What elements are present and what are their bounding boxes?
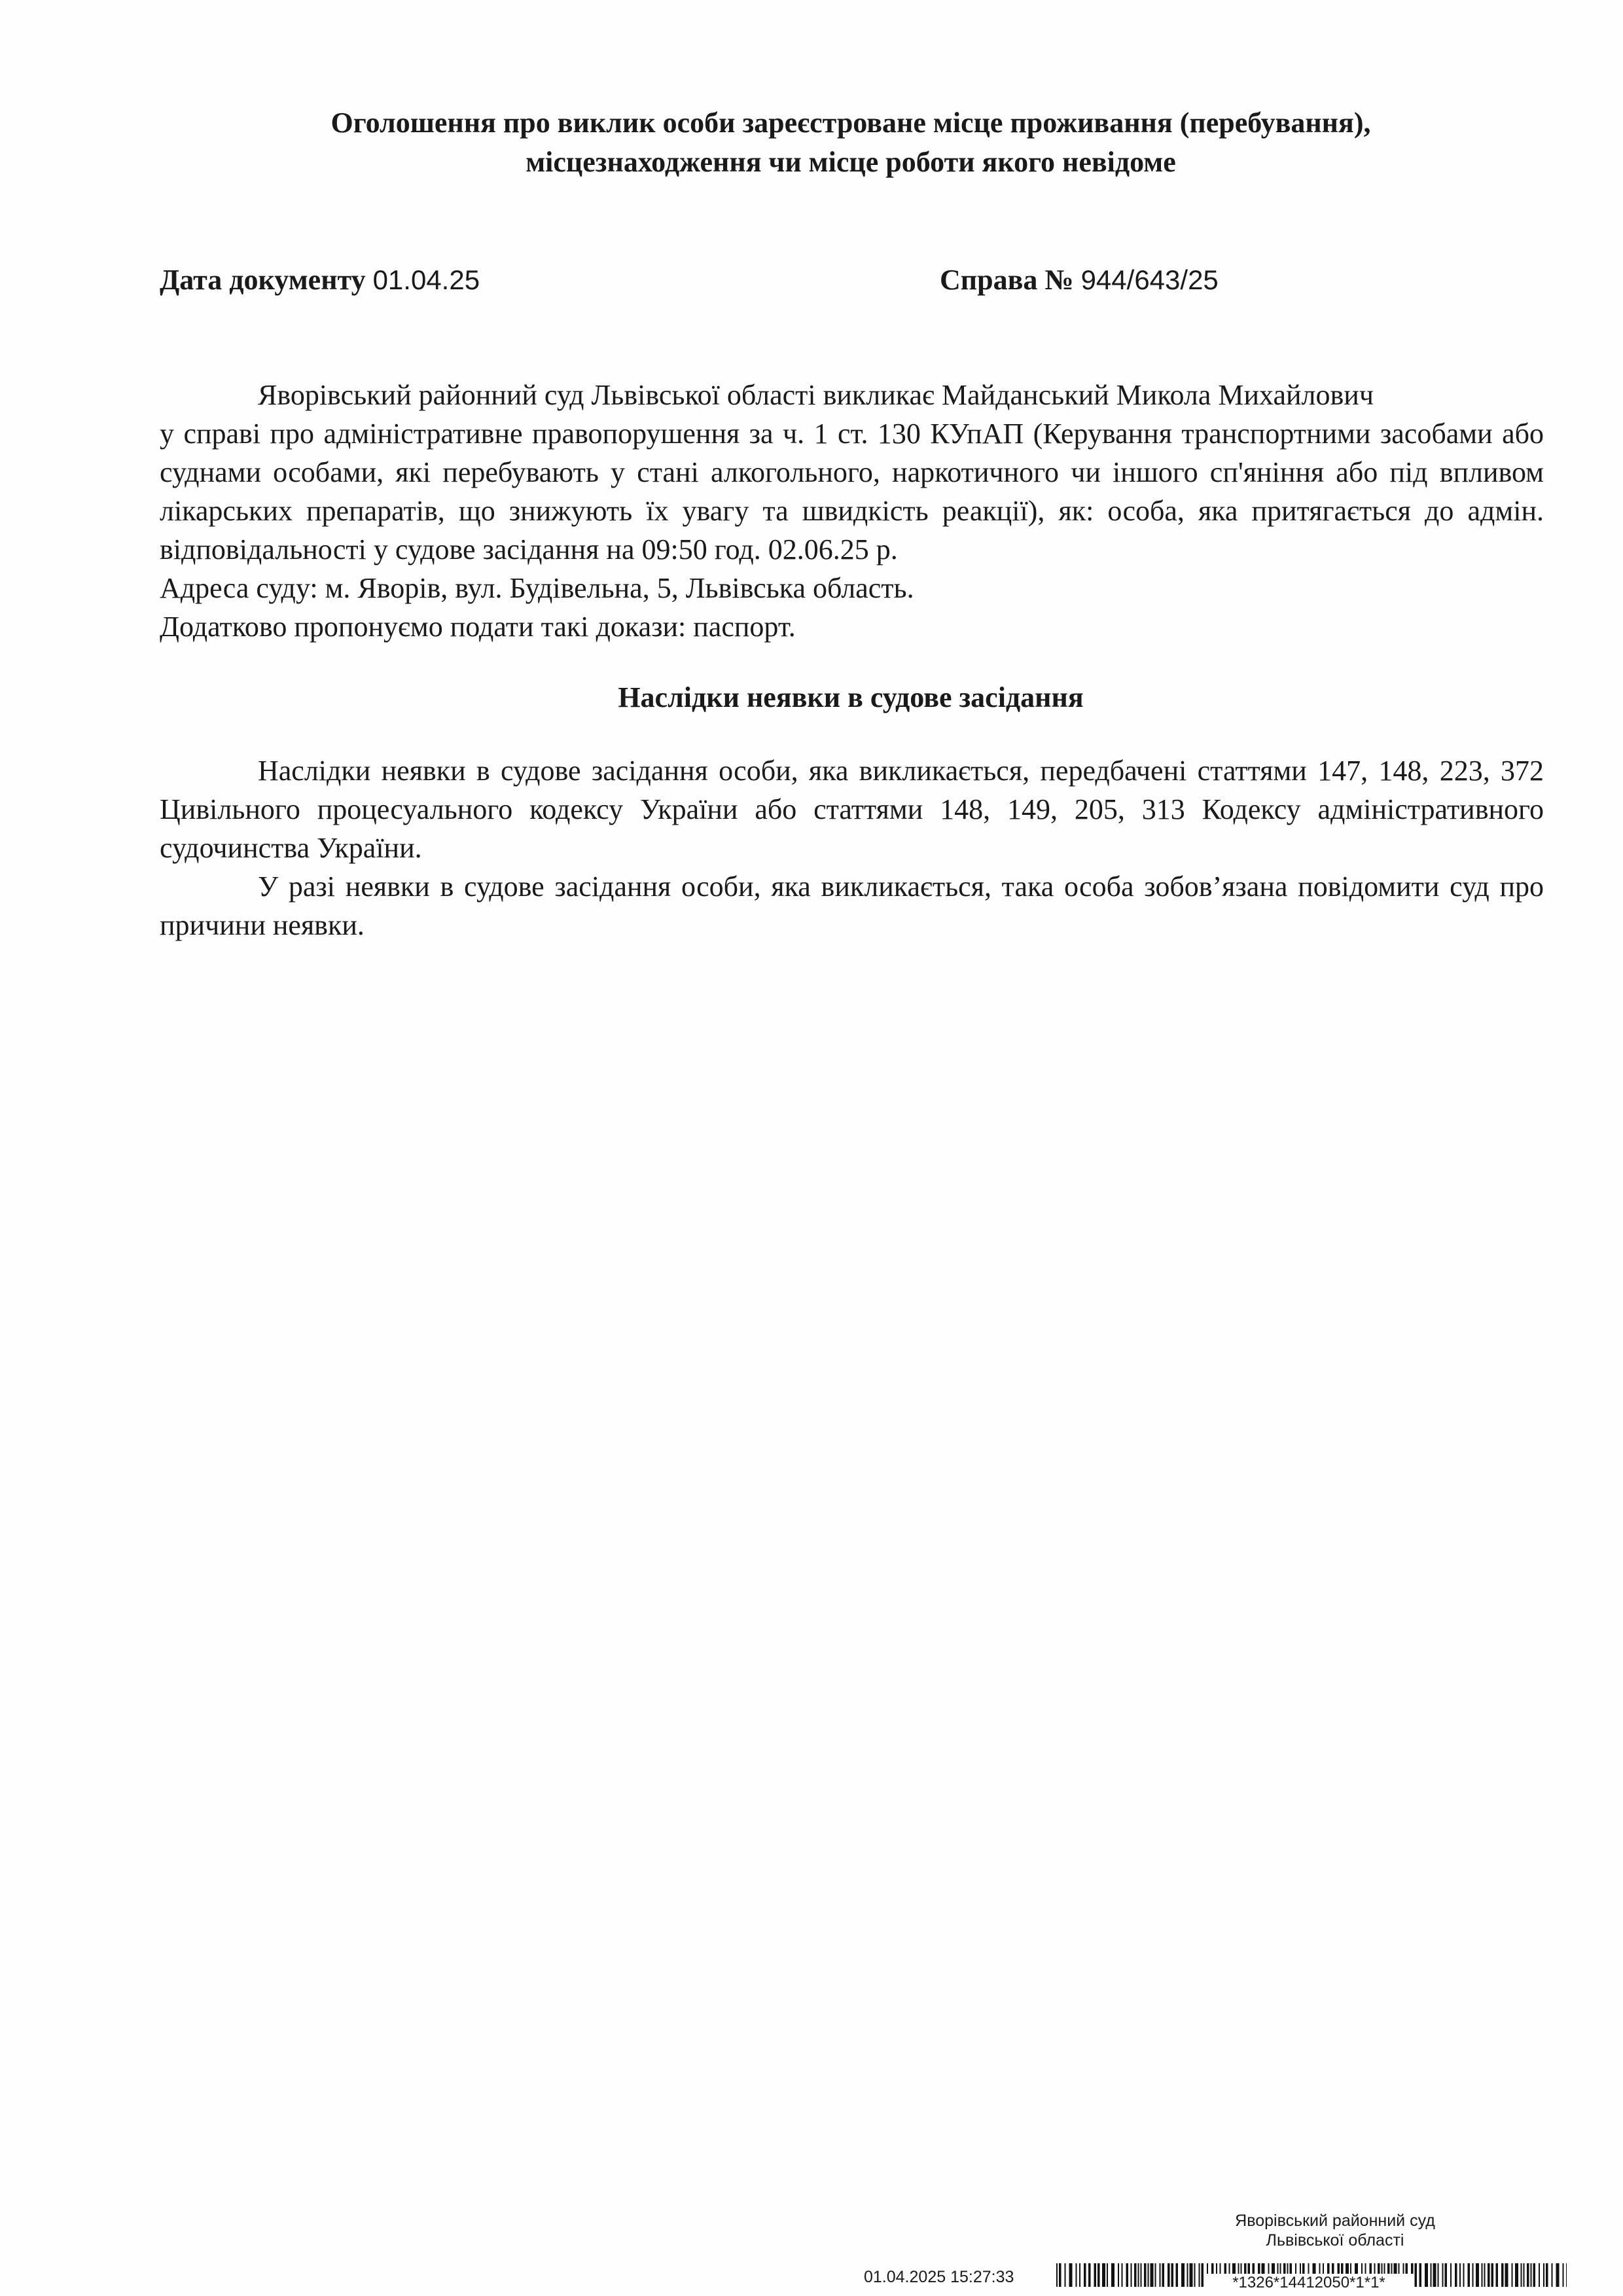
barcode-bar bbox=[1476, 2263, 1479, 2287]
barcode-bar bbox=[1148, 2263, 1149, 2287]
registration-timestamp: 01.04.2025 15:27:33 bbox=[864, 2268, 1014, 2286]
barcode-bar bbox=[1141, 2263, 1142, 2287]
barcode-bar bbox=[1433, 2263, 1436, 2287]
barcode-bar bbox=[1131, 2263, 1132, 2287]
page-title bbox=[157, 103, 1544, 182]
barcode-bar bbox=[1419, 2263, 1422, 2287]
barcode-bar bbox=[1150, 2263, 1154, 2287]
barcode-bar bbox=[1512, 2263, 1513, 2287]
barcode-bar bbox=[1566, 2263, 1567, 2287]
consequences-para-2: У разі неявки в судове засідання особи, яка викликається, така особа зобов’язана повідомити суд про причини неявки. bbox=[160, 870, 1544, 941]
barcode-bar bbox=[1531, 2263, 1532, 2287]
barcode-bar bbox=[1488, 2263, 1490, 2287]
barcode-bar bbox=[1138, 2263, 1139, 2287]
barcode-bar bbox=[1482, 2263, 1483, 2287]
barcode-bar bbox=[1552, 2263, 1553, 2287]
barcode-bar bbox=[1065, 2263, 1066, 2287]
barcode-bar bbox=[1491, 2263, 1494, 2287]
barcode-bar bbox=[1122, 2263, 1123, 2287]
barcode-bar bbox=[1527, 2263, 1529, 2287]
barcode-bar bbox=[1134, 2263, 1137, 2287]
summons-line-2: у справі про адміністративне правопорушення за ч. 1 ст. 130 КУпАП (Керування транспортними засобами або суднами особами, які перебувають у стані алкогольного, наркотичного чи іншого сп'яніння або під впливом лікарських препаратів, що знижують їх увагу та швидкість реакції), як: особа, яка притягається до адмін. відповідальності у судове засідання на 09:50 год. 02.06.25 р. bbox=[160, 418, 1544, 565]
date-value: 01.04.25 bbox=[372, 264, 480, 295]
barcode-bar bbox=[1059, 2263, 1061, 2287]
barcode-bar bbox=[1097, 2263, 1100, 2287]
barcode-bar bbox=[1459, 2263, 1461, 2287]
barcode-bar bbox=[1107, 2263, 1108, 2287]
barcode-bar bbox=[1171, 2263, 1174, 2287]
barcode-bar bbox=[1450, 2263, 1452, 2287]
barcode-bar bbox=[1069, 2263, 1073, 2287]
summons-text bbox=[160, 376, 1544, 646]
case-number bbox=[940, 260, 1219, 300]
barcode-bar bbox=[1202, 2263, 1204, 2287]
barcode-bar bbox=[1472, 2263, 1474, 2287]
barcode-bar bbox=[1445, 2263, 1448, 2287]
barcode-bar bbox=[1455, 2263, 1457, 2287]
case-label: Справа № bbox=[940, 264, 1074, 296]
barcode-bar bbox=[1176, 2263, 1179, 2287]
barcode-bar bbox=[1102, 2263, 1105, 2287]
barcode-bar bbox=[1496, 2263, 1499, 2287]
consequences-para-1: Наслідки неявки в судове засідання особи, яка викликається, передбачені статтями 147, 148, 223, 372 Цивільного процесуального кодексу України або статтями 148, 149, 205, 313 Кодексу адміністративного судочинства України. bbox=[160, 755, 1544, 864]
barcode-bar bbox=[1543, 2263, 1544, 2287]
barcode-bar bbox=[1556, 2263, 1560, 2287]
court-stamp-line-2: Львівської області bbox=[1266, 2231, 1404, 2250]
barcode-bar bbox=[1505, 2263, 1508, 2287]
barcode-bar bbox=[1094, 2263, 1097, 2287]
barcode-bar bbox=[1084, 2263, 1086, 2287]
court-stamp-line-1: Яворівський районний суд bbox=[1235, 2212, 1435, 2230]
summons-line-1: Яворівський районний суд Львівської області викликає Майданський Микола Михайлович bbox=[258, 379, 1374, 411]
barcode-bar bbox=[1187, 2263, 1188, 2287]
barcode-bar bbox=[1484, 2263, 1486, 2287]
barcode-bar bbox=[1076, 2263, 1077, 2287]
barcode-bar bbox=[1463, 2263, 1465, 2287]
barcode-bar bbox=[1501, 2263, 1504, 2287]
barcode-bar bbox=[1524, 2263, 1525, 2287]
barcode-bar bbox=[1144, 2263, 1147, 2287]
registration-footer bbox=[864, 2211, 1571, 2289]
barcode-bar bbox=[1438, 2263, 1439, 2287]
barcode-bar bbox=[1563, 2263, 1564, 2287]
title-line-1: Оголошення про виклик особи зареєстроване місце проживання (перебування), bbox=[330, 107, 1371, 139]
barcode-bar bbox=[1515, 2263, 1518, 2287]
barcode-bar bbox=[1199, 2263, 1200, 2287]
court-stamp bbox=[1178, 2211, 1492, 2250]
title-line-2: місцезнаходження чи місце роботи якого невідоме bbox=[526, 146, 1176, 178]
evidence-request: Додатково пропонуємо подати такі докази: паспорт. bbox=[160, 611, 796, 643]
barcode-bar bbox=[1194, 2263, 1196, 2287]
barcode-bar bbox=[1539, 2263, 1540, 2287]
barcode-bar bbox=[1056, 2263, 1058, 2287]
barcode-bar bbox=[1111, 2263, 1115, 2287]
barcode-bar bbox=[1521, 2263, 1522, 2287]
barcode-bar bbox=[1468, 2263, 1471, 2287]
barcode-bar bbox=[1425, 2263, 1428, 2287]
barcode-bar bbox=[1190, 2263, 1193, 2287]
barcode-bar bbox=[1415, 2263, 1418, 2287]
consequences-heading: Наслідки неявки в судове засідання bbox=[618, 681, 1084, 713]
barcode-bar bbox=[1181, 2263, 1185, 2287]
barcode-bar bbox=[1442, 2263, 1444, 2287]
consequences-text bbox=[160, 751, 1544, 944]
barcode-bar bbox=[1168, 2263, 1170, 2287]
court-address: Адреса суду: м. Яворів, вул. Будівельна, 5, Львівська область. bbox=[160, 572, 914, 604]
barcode-bar bbox=[1155, 2263, 1156, 2287]
barcode-bar bbox=[1533, 2263, 1536, 2287]
barcode-bar bbox=[1431, 2263, 1432, 2287]
barcode-bar bbox=[1160, 2263, 1161, 2287]
barcode-bar bbox=[1088, 2263, 1091, 2287]
barcode-bar bbox=[1162, 2263, 1165, 2287]
date-label: Дата документу bbox=[160, 264, 366, 296]
document-date bbox=[160, 260, 480, 300]
barcode-bar bbox=[1126, 2263, 1129, 2287]
barcode-bar bbox=[1118, 2263, 1119, 2287]
barcode-bar bbox=[1546, 2263, 1548, 2287]
barcode-number: *1326*14412050*1*1* bbox=[1204, 2274, 1414, 2292]
case-value: 944/643/25 bbox=[1080, 264, 1219, 295]
barcode-bar bbox=[1079, 2263, 1080, 2287]
